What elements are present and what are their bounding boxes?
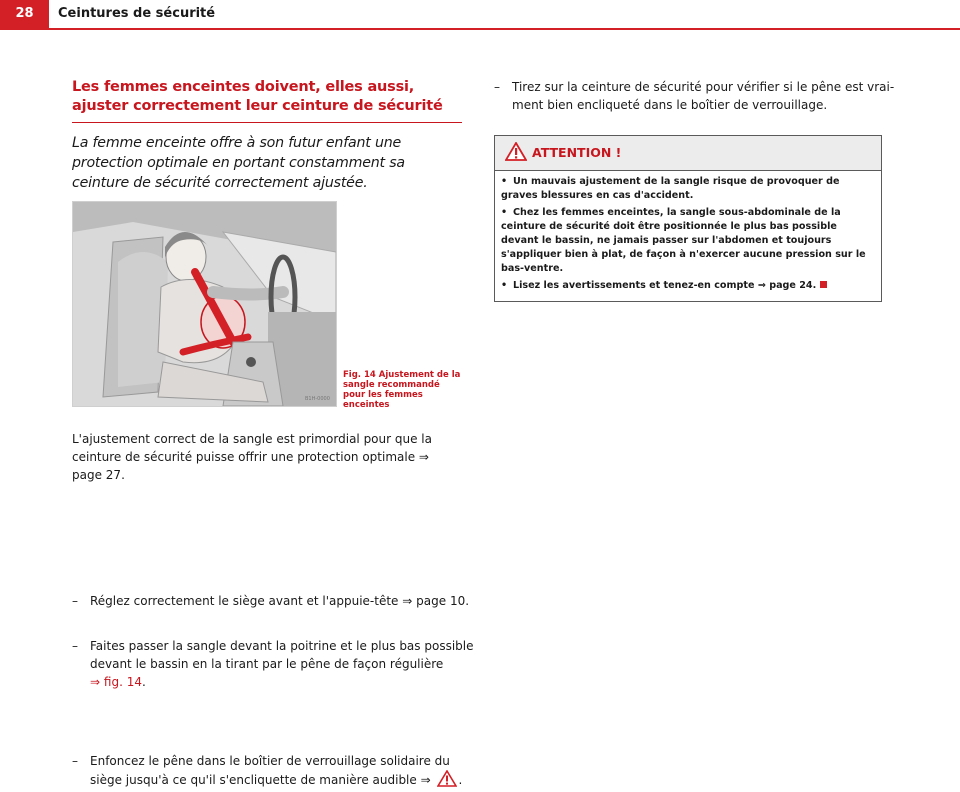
dash-marker: – — [72, 754, 78, 768]
image-code: B1H-0000 — [305, 396, 330, 402]
figure-14 — [72, 201, 462, 410]
section-title: Les femmes enceintes doivent, elles aussi, ajuster correctement leur ceinture de sécurité — [72, 78, 462, 123]
running-title: Ceintures de sécurité — [58, 6, 216, 21]
dash-marker: – — [494, 80, 500, 94]
section-intro: La femme enceinte offre à son futur enfant une protection optimale en portant constamment sa ceinture de sécurité correctement ajustée. — [72, 135, 405, 191]
dash-marker: – — [72, 639, 78, 653]
instruction-step — [72, 592, 480, 610]
pregnant-driver-illustration — [73, 202, 336, 406]
instruction-step — [494, 78, 900, 114]
step-text: Enfoncez le pêne dans le boîtier de verrouillage solidaire du siège jusqu'à ce qu'il s'encliquette de manière audible — [90, 754, 450, 787]
page-number: 28 — [0, 0, 49, 28]
arrow-icon: ⇒ — [418, 450, 429, 464]
body-paragraph-text: L'ajustement correct de la sangle est primordial pour que la ceinture de sécurité puisse offrir une protection optimale — [72, 432, 432, 464]
step-text: Tirez sur la ceinture de sécurité pour vérifier si le pêne est vrai-ment bien encliqueté dans le boîtier de verrouillage. — [512, 80, 895, 112]
step-suffix: . — [465, 594, 470, 608]
arrow-icon: ⇒ — [90, 675, 101, 689]
warning-item-text: Chez les femmes enceintes, la sangle sous-abdominale de la ceinture de sécurité doit être positionnée le plus bas possible devant le bassin, ne jamais passer sur l'abdomen et toujours s'appliquer bien à plat, de façon à n'exercer aucune pression sur le bas-ventre. — [501, 207, 866, 274]
warning-item-text: Lisez les avertissements et tenez-en compte — [513, 280, 755, 291]
arrow-icon: ⇒ — [757, 280, 766, 291]
page-ref-link[interactable]: page 27 — [72, 468, 122, 482]
warning-body — [495, 171, 881, 301]
warning-triangle-icon — [505, 142, 527, 165]
step-suffix: . — [141, 675, 146, 689]
warning-item — [501, 206, 875, 276]
step-text: Faites passer la sangle devant la poitrine et le plus bas possible devant le bassin en la tirant par le pêne de façon régulière — [90, 639, 474, 671]
page-ref-link[interactable]: page 10 — [416, 594, 466, 608]
instruction-step — [72, 637, 480, 691]
instruction-step — [72, 752, 480, 792]
end-of-section-icon — [820, 281, 827, 288]
left-column — [72, 78, 474, 787]
figure-ref-link[interactable]: fig. 14 — [103, 675, 142, 689]
bullet-icon: • — [501, 176, 508, 187]
arrow-icon: ⇒ — [402, 594, 413, 608]
step-suffix: . — [458, 773, 463, 787]
warning-item-text: Un mauvais ajustement de la sangle risque de provoquer de graves blessures en cas d'accident. — [501, 176, 840, 201]
figure-caption: Fig. 14 Ajustement de la sangle recommandé pour les femmes enceintes — [343, 370, 461, 410]
header-rule — [0, 28, 960, 30]
right-column — [494, 78, 895, 291]
warning-title: ATTENTION ! — [532, 145, 622, 160]
bullet-icon: • — [501, 280, 508, 291]
warning-item — [501, 279, 875, 293]
bullet-icon: • — [501, 207, 508, 218]
figure-illustration — [72, 201, 337, 407]
arrow-icon: ⇒ — [420, 773, 431, 787]
step-text: Réglez correctement le siège avant et l'appuie-tête — [90, 594, 399, 608]
warning-header — [495, 136, 881, 171]
body-paragraph: L'ajustement correct de la sangle est primordial pour que la ceinture de sécurité puisse offrir une protection optimale ⇒ page 27. — [72, 432, 432, 482]
dash-marker: – — [72, 594, 78, 608]
warning-item — [501, 175, 875, 203]
warning-triangle-icon[interactable] — [437, 770, 457, 792]
warning-box — [494, 135, 882, 302]
page-ref-link[interactable]: page 24. — [769, 280, 817, 291]
